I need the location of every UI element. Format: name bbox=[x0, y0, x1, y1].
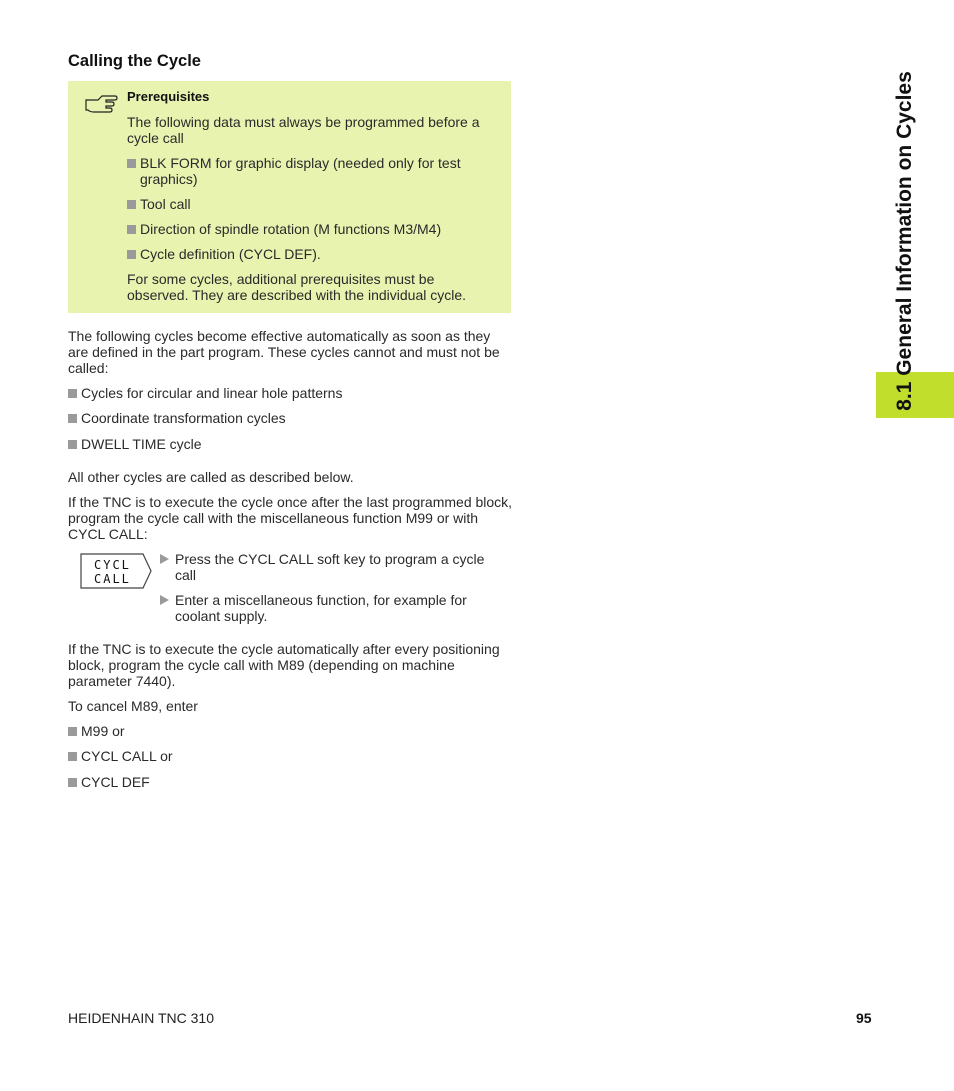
step-item: Enter a miscellaneous function, for example for coolant supply. bbox=[160, 592, 500, 624]
cancel-intro: To cancel M89, enter bbox=[68, 698, 198, 714]
pointing-hand-icon bbox=[84, 92, 118, 114]
list-item: CYCL CALL or bbox=[68, 748, 173, 764]
list-item: Cycles for circular and linear hole patterns bbox=[68, 385, 342, 401]
chapter-title: 8.1 General Information on Cycles bbox=[893, 71, 916, 411]
section-heading: Calling the Cycle bbox=[68, 52, 201, 70]
note-list-item: Cycle definition (CYCL DEF). bbox=[127, 246, 321, 262]
page-number: 95 bbox=[856, 1010, 872, 1026]
note-title: Prerequisites bbox=[127, 89, 210, 104]
square-bullet-icon bbox=[127, 225, 136, 234]
every-text: If the TNC is to execute the cycle automatically after every positioning block, program the cycle call with M89 (depending on machine parameter 7440). bbox=[68, 641, 500, 689]
note-list-item: Direction of spindle rotation (M functions M3/M4) bbox=[127, 221, 441, 237]
square-bullet-icon bbox=[68, 414, 77, 423]
square-bullet-icon bbox=[68, 752, 77, 761]
square-bullet-icon bbox=[68, 727, 77, 736]
square-bullet-icon bbox=[68, 389, 77, 398]
softkey-label-line1: CYCL bbox=[94, 558, 131, 572]
square-bullet-icon bbox=[127, 250, 136, 259]
square-bullet-icon bbox=[68, 440, 77, 449]
step-item: Press the CYCL CALL soft key to program a cycle call bbox=[160, 551, 505, 583]
square-bullet-icon bbox=[68, 778, 77, 787]
note-list-item: BLK FORM for graphic display (needed only for test graphics) bbox=[127, 155, 467, 187]
footer-product: HEIDENHAIN TNC 310 bbox=[68, 1010, 215, 1026]
square-bullet-icon bbox=[127, 200, 136, 209]
once-text: If the TNC is to execute the cycle once after the last programmed block, program the cycle call with the miscellaneous function M99 or with CYCL CALL: bbox=[68, 494, 513, 542]
triangle-bullet-icon bbox=[160, 554, 169, 564]
list-item: Coordinate transformation cycles bbox=[68, 410, 286, 426]
other-cycles-text: All other cycles are called as described below. bbox=[68, 469, 354, 485]
note-intro: The following data must always be programmed before a cycle call bbox=[127, 114, 480, 146]
list-item: DWELL TIME cycle bbox=[68, 436, 202, 452]
softkey-label-line2: CALL bbox=[94, 572, 131, 586]
auto-intro: The following cycles become effective automatically as soon as they are defined in the part program. These cycles cannot and must not be called: bbox=[68, 328, 500, 376]
square-bullet-icon bbox=[127, 159, 136, 168]
list-item: CYCL DEF bbox=[68, 774, 150, 790]
triangle-bullet-icon bbox=[160, 595, 169, 605]
note-list-item: Tool call bbox=[127, 196, 191, 212]
note-outro: For some cycles, additional prerequisites must be observed. They are described with the individual cycle. bbox=[127, 271, 467, 303]
list-item: M99 or bbox=[68, 723, 125, 739]
